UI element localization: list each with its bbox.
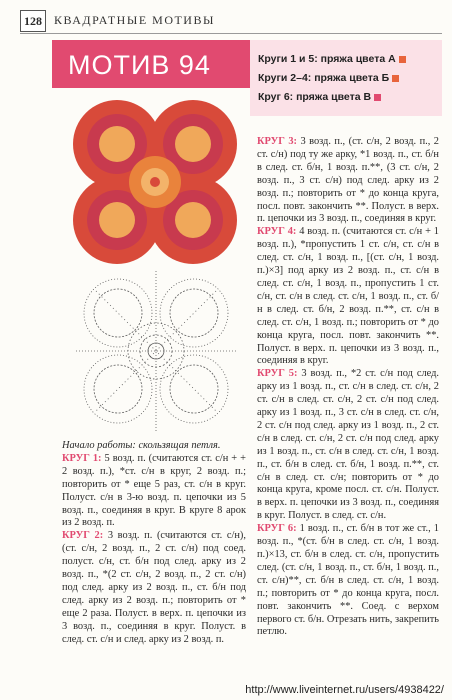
yarn-label: Круг 6: пряжа цвета В [258, 91, 372, 103]
round-label: КРУГ 5: [257, 368, 298, 380]
color-swatch-icon [392, 75, 399, 82]
instructions-left-column [62, 440, 246, 647]
round-text: 3 возд. п., (ст. с/н, 2 возд. п., 2 ст. с/н) под ту же арку, *1 возд. п., ст. б/н в след. ст. б/н, 1 возд. п.**, (3 ст. с/н, 2 возд. п., 3 ст. с/н) под след. арку из 2 возд. п.; повторить от * до конца круга, посл. повт. закончить **. Полуст. в верх. п. цепочки из 3 возд. п., соединяя в круг. [257, 136, 439, 225]
round-4 [257, 226, 439, 368]
page-number: 128 [20, 10, 46, 32]
round-text: 5 возд. п. (считаются ст. с/н + + 2 возд. п.), *ст. с/н в круг, 2 возд. п.; повторить от * еще 5 раз, ст. с/н в круг. Полуст. с/н в 3-ю возд. п. цепочки из 5 возд. п., соединяя в круг. В круге 8 арок из 2 возд. п. [62, 452, 246, 529]
round-6 [257, 523, 439, 639]
round-label: КРУГ 6: [257, 523, 297, 535]
start-note: Начало работы: скользящая петля. [62, 440, 221, 451]
round-2 [62, 530, 246, 646]
round-3 [257, 136, 439, 226]
motif-photo [70, 100, 240, 265]
round-label: КРУГ 3: [257, 136, 297, 147]
yarn-label: Круги 1 и 5: пряжа цвета А [258, 53, 396, 65]
round-label: КРУГ 4: [257, 226, 297, 238]
color-swatch-icon [374, 94, 381, 101]
yarn-label: Круги 2–4: пряжа цвета Б [258, 72, 390, 84]
round-text: 1 возд. п., ст. б/н в тот же ст., 1 возд. п., *(ст. б/н в след. ст. с/н, 1 возд. п.)×13, ст. б/н в след. ст. с/н, пропустить след. (ст. с/н, 1 возд. п., ст. б/н, 1 возд. п., ст. с/н)**, ст. б/н в след. ст. с/н, 1 возд. п.; повторить от * до конца круга, посл. повт. закончить **. Соед. с верхом первого ст. б/н. Отрезать нить, закрепить петлю. [257, 523, 439, 638]
round-1 [62, 453, 246, 530]
round-label: КРУГ 1: [62, 452, 102, 464]
yarn-line-3 [258, 91, 381, 103]
section-title: КВАДРАТНЫЕ МОТИВЫ [54, 13, 215, 27]
header-divider [20, 33, 442, 34]
crochet-chart-diagram [72, 267, 240, 435]
instructions-right-column [257, 136, 439, 639]
motif-title: МОТИВ 94 [68, 50, 211, 80]
yarn-line-2 [258, 72, 399, 84]
round-label: КРУГ 2: [62, 530, 104, 542]
yarn-line-1 [258, 53, 406, 65]
round-text: 4 возд. п. (считаются ст. с/н + 1 возд. п.), *пропустить 1 ст. с/н, ст. с/н в след. ст. с/н, 1 возд. п., [(ст. с/н, 1 возд. п.)×3] под арку из 2 возд. п., ст. с/н в след. ст. с/н, 1 возд. п., пропустить 1 ст. с/н, ст. с/н в след. ст. с/н, 1 возд. п., ст. б/н в след. ст. б/н, 2 возд. п.**, ст. с/н в след. ст. с/н, 1 возд. п.; повторить от * до конца круга, посл. повт. закончить **. Полуст. в верх. п. цепочки из 3 возд. п., соединяя в круг. [257, 226, 439, 367]
watermark-url: http://www.liveinternet.ru/users/4938422/ [245, 684, 444, 696]
round-text: 3 возд. п. (считаются ст. с/н), (ст. с/н, 2 возд. п., 2 ст. с/н) под соед. полуст. с/н, ст. б/н под след. арку из 2 возд. п., *(2 ст. с/н, 2 возд. п., 2 ст. с/н) под след. арку из 2 возд. п., ст. б/н под след. арку из 2 возд. п.; повторить от * еще 2 раза. Полуст. в верх. п. цепочки из 3 возд. п., соединяя в круг. Полуст. в след. ст. с/н и след. арку из 2 возд. п. [62, 530, 246, 645]
page-header [20, 10, 442, 32]
round-text: 3 возд. п., *2 ст. с/н под след. арку из 1 возд. п., ст. с/н в след. ст. с/н, 2 ст. с/н в след. ст. с/н, 2 ст. с/н под след. арку из 1 возд. п., 3 ст. с/н в след. ст. с/н, 2 ст. с/н под след. арку из 1 возд. п., 2 ст. с/н в след. ст. с/н, 2 ст. с/н под след. арку из 1 возд. п., ст. с/н в след. ст. с/н, 1 возд. п., ст. б/н в след. ст. б/н, 1 возд. п.**, ст. с/н в след. ст. с/н; повторить от * до конца круга, кроме посл. ст. с/н. Полуст. в верх. п. цепочки из 3 возд. п., соединяя в круг. Полуст. в след. ст. с/н. [257, 368, 439, 522]
color-swatch-icon [399, 56, 406, 63]
round-5 [257, 368, 439, 523]
